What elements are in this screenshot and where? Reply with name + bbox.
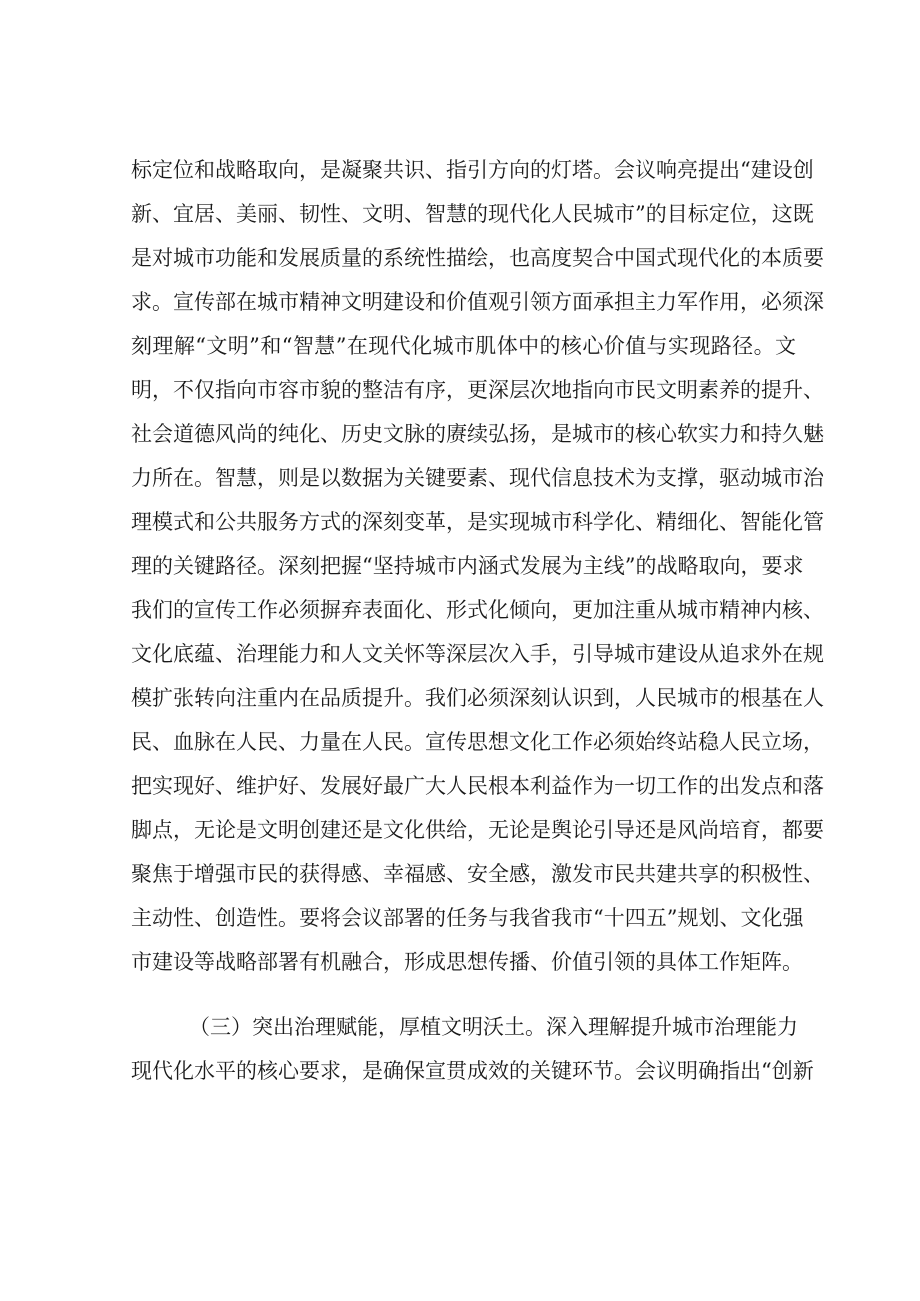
paragraph-1-line: 新、宜居、美丽、韧性、文明、智慧的现代化人民城市”的目标定位，这既: [131, 202, 814, 226]
paragraph-1-line: 理的关键路径。深刻把握“坚持城市内涵式发展为主线”的战略取向，要求: [131, 554, 804, 578]
paragraph-1-line: 是对城市功能和发展质量的系统性描绘，也高度契合中国式现代化的本质要: [131, 246, 824, 270]
paragraph-1-line: 民、血脉在人民、力量在人民。宣传思想文化工作必须始终站稳人民立场，: [131, 730, 824, 754]
section-heading-line: （三）突出治理赋能，厚植文明沃土。深入理解提升城市治理能力: [189, 1015, 798, 1039]
paragraph-1-line: 力所在。智慧，则是以数据为关键要素、现代信息技术为支撑，驱动城市治: [131, 466, 824, 490]
paragraph-1-line: 标定位和战略取向，是凝聚共识、指引方向的灯塔。会议响亮提出“建设创: [131, 158, 814, 182]
paragraph-1-line: 模扩张转向注重内在品质提升。我们必须深刻认识到，人民城市的根基在人: [131, 686, 824, 710]
paragraph-1-line: 理模式和公共服务方式的深刻变革，是实现城市科学化、精细化、智能化管: [131, 510, 824, 534]
paragraph-1-line: 主动性、创造性。要将会议部署的任务与我省我市“十四五”规划、文化强: [131, 906, 804, 930]
paragraph-1-line: 脚点，无论是文明创建还是文化供给，无论是舆论引导还是风尚培育，都要: [131, 818, 824, 842]
paragraph-1-line: 文化底蕴、治理能力和人文关怀等深层次入手，引导城市建设从追求外在规: [131, 642, 824, 666]
paragraph-1-line: 我们的宣传工作必须摒弃表面化、形式化倾向，更加注重从城市精神内核、: [131, 598, 824, 622]
paragraph-1-line: 求。宣传部在城市精神文明建设和价值观引领方面承担主力军作用，必须深: [131, 290, 824, 314]
paragraph-1-line: 明，不仅指向市容市貌的整洁有序，更深层次地指向市民文明素养的提升、: [131, 378, 824, 402]
paragraph-2-line: 现代化水平的核心要求，是确保宣贯成效的关键环节。会议明确指出“创新: [131, 1059, 814, 1083]
paragraph-1-line: 市建设等战略部署有机融合，形成思想传播、价值引领的具体工作矩阵。: [131, 950, 803, 974]
paragraph-1-line: 刻理解“文明”和“智慧”在现代化城市肌体中的核心价值与实现路径。文: [131, 334, 796, 358]
paragraph-1-line: 聚焦于增强市民的获得感、幸福感、安全感，激发市民共建共享的积极性、: [131, 862, 824, 886]
paragraph-1-line: 把实现好、维护好、发展好最广大人民根本利益作为一切工作的出发点和落: [131, 774, 824, 798]
paragraph-1-line: 社会道德风尚的纯化、历史文脉的赓续弘扬，是城市的核心软实力和持久魅: [131, 422, 824, 446]
